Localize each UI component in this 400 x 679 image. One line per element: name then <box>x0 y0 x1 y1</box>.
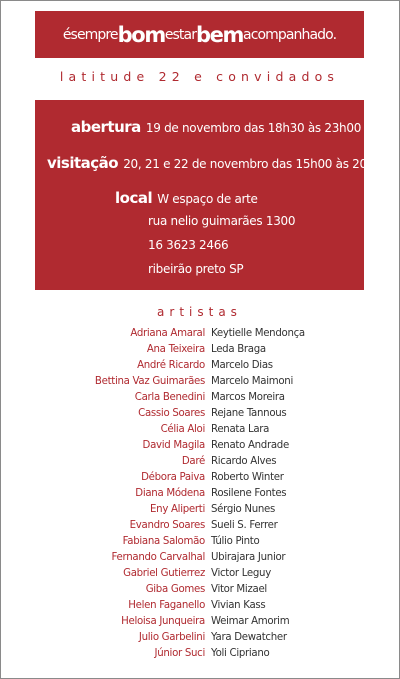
artist-name: Heloisa Junqueira <box>121 616 205 627</box>
artist-row <box>0 392 400 407</box>
artist-row <box>0 536 400 551</box>
artist-name: Victor Leguy <box>211 568 271 579</box>
artist-name: Roberto Winter <box>211 472 284 483</box>
artist-row <box>0 376 400 391</box>
artist-name: Daré <box>181 456 205 467</box>
artist-name: Túlio Pinto <box>211 536 260 547</box>
artist-row <box>0 648 400 663</box>
artist-name: Júnior Suci <box>154 648 205 659</box>
subtitle: latitude 22 e convidados <box>59 69 340 84</box>
visitacao-row <box>47 153 389 172</box>
banner-word: bem <box>196 22 244 47</box>
artist-row <box>0 616 400 631</box>
artist-row <box>0 440 400 455</box>
local-line: rua nelio guimarães 1300 <box>148 214 296 228</box>
artist-name: Ubirajara Junior <box>211 552 286 563</box>
artist-name: Ana Teixeira <box>146 344 205 355</box>
visitacao-text: 20, 21 e 22 de novembro das 15h00 às 20h00 <box>123 157 389 171</box>
artist-row <box>0 408 400 423</box>
artist-row <box>0 584 400 599</box>
local-line: W espaço de arte <box>157 192 258 206</box>
artist-name: Marcelo Maimoni <box>211 376 293 387</box>
artistas-heading: artistas <box>157 305 242 319</box>
banner-word: bom <box>117 22 165 47</box>
artist-name: Marcos Moreira <box>211 392 285 403</box>
artist-name: Fabiana Salomão <box>122 536 205 547</box>
artist-name: Débora Paiva <box>141 472 205 483</box>
artist-name: Julio Garbelini <box>138 632 205 643</box>
artist-row <box>0 360 400 375</box>
artist-row <box>0 600 400 615</box>
artist-name: Marcelo Dias <box>211 360 273 371</box>
artist-row <box>0 424 400 439</box>
artist-name: Helen Faganello <box>128 600 205 611</box>
artist-row <box>0 568 400 583</box>
artist-row <box>0 456 400 471</box>
artist-name: Rejane Tannous <box>211 408 287 419</box>
local-label: local <box>115 189 153 207</box>
event-info-box <box>35 100 389 290</box>
visitacao-label: visitação <box>47 154 119 172</box>
local-row <box>115 188 258 207</box>
artist-name: Carla Benedini <box>134 392 205 403</box>
abertura-label: abertura <box>71 118 141 136</box>
artist-name: André Ricardo <box>137 360 205 371</box>
artist-name: Keytielle Mendonça <box>211 328 305 339</box>
artist-row <box>0 472 400 487</box>
artist-row <box>0 328 400 343</box>
artist-row <box>0 344 400 359</box>
artist-row <box>0 552 400 567</box>
artist-name: Sueli S. Ferrer <box>211 520 278 531</box>
artist-name: Yoli Cipriano <box>211 648 270 659</box>
artist-name: Sérgio Nunes <box>211 504 276 515</box>
abertura-text: 19 de novembro das 18h30 às 23h00 <box>145 121 362 135</box>
artist-name: Renato Andrade <box>211 440 289 451</box>
artist-row <box>0 520 400 535</box>
artist-name: Cassio Soares <box>138 408 205 419</box>
abertura-row <box>71 117 361 136</box>
local-line: ribeirão preto SP <box>148 262 244 276</box>
artist-name: Diana Módena <box>135 488 205 499</box>
banner-word: ésempre <box>62 26 118 43</box>
artist-row <box>0 488 400 503</box>
artist-name: Giba Gomes <box>145 584 205 595</box>
artist-name: Gabriel Gutierrez <box>123 568 205 579</box>
artist-name: Evandro Soares <box>129 520 205 531</box>
artist-name: Bettina Vaz Guimarães <box>94 376 205 387</box>
artist-name: David Magila <box>142 440 205 451</box>
title-banner <box>35 11 364 58</box>
artist-row <box>0 504 400 519</box>
artist-name: Fernando Carvalhal <box>111 552 205 563</box>
artist-name: Vitor Mizael <box>211 584 267 595</box>
artist-name: Yara Dewatcher <box>211 632 287 643</box>
artist-name: Eny Aliperti <box>150 504 205 515</box>
artist-name: Weimar Amorim <box>211 616 290 627</box>
artist-name: Adriana Amaral <box>130 328 205 339</box>
artist-row <box>0 632 400 647</box>
banner-word: estar <box>164 26 197 43</box>
artist-name: Leda Braga <box>211 344 266 355</box>
artist-name: Célia Aloi <box>160 424 205 435</box>
artist-name: Vivian Kass <box>211 600 266 611</box>
local-line: 16 3623 2466 <box>148 238 229 252</box>
artist-name: Rosilene Fontes <box>211 488 287 499</box>
banner-word: acompanhado. <box>243 26 337 43</box>
artist-name: Ricardo Alves <box>211 456 277 467</box>
artist-name: Renata Lara <box>211 424 270 435</box>
